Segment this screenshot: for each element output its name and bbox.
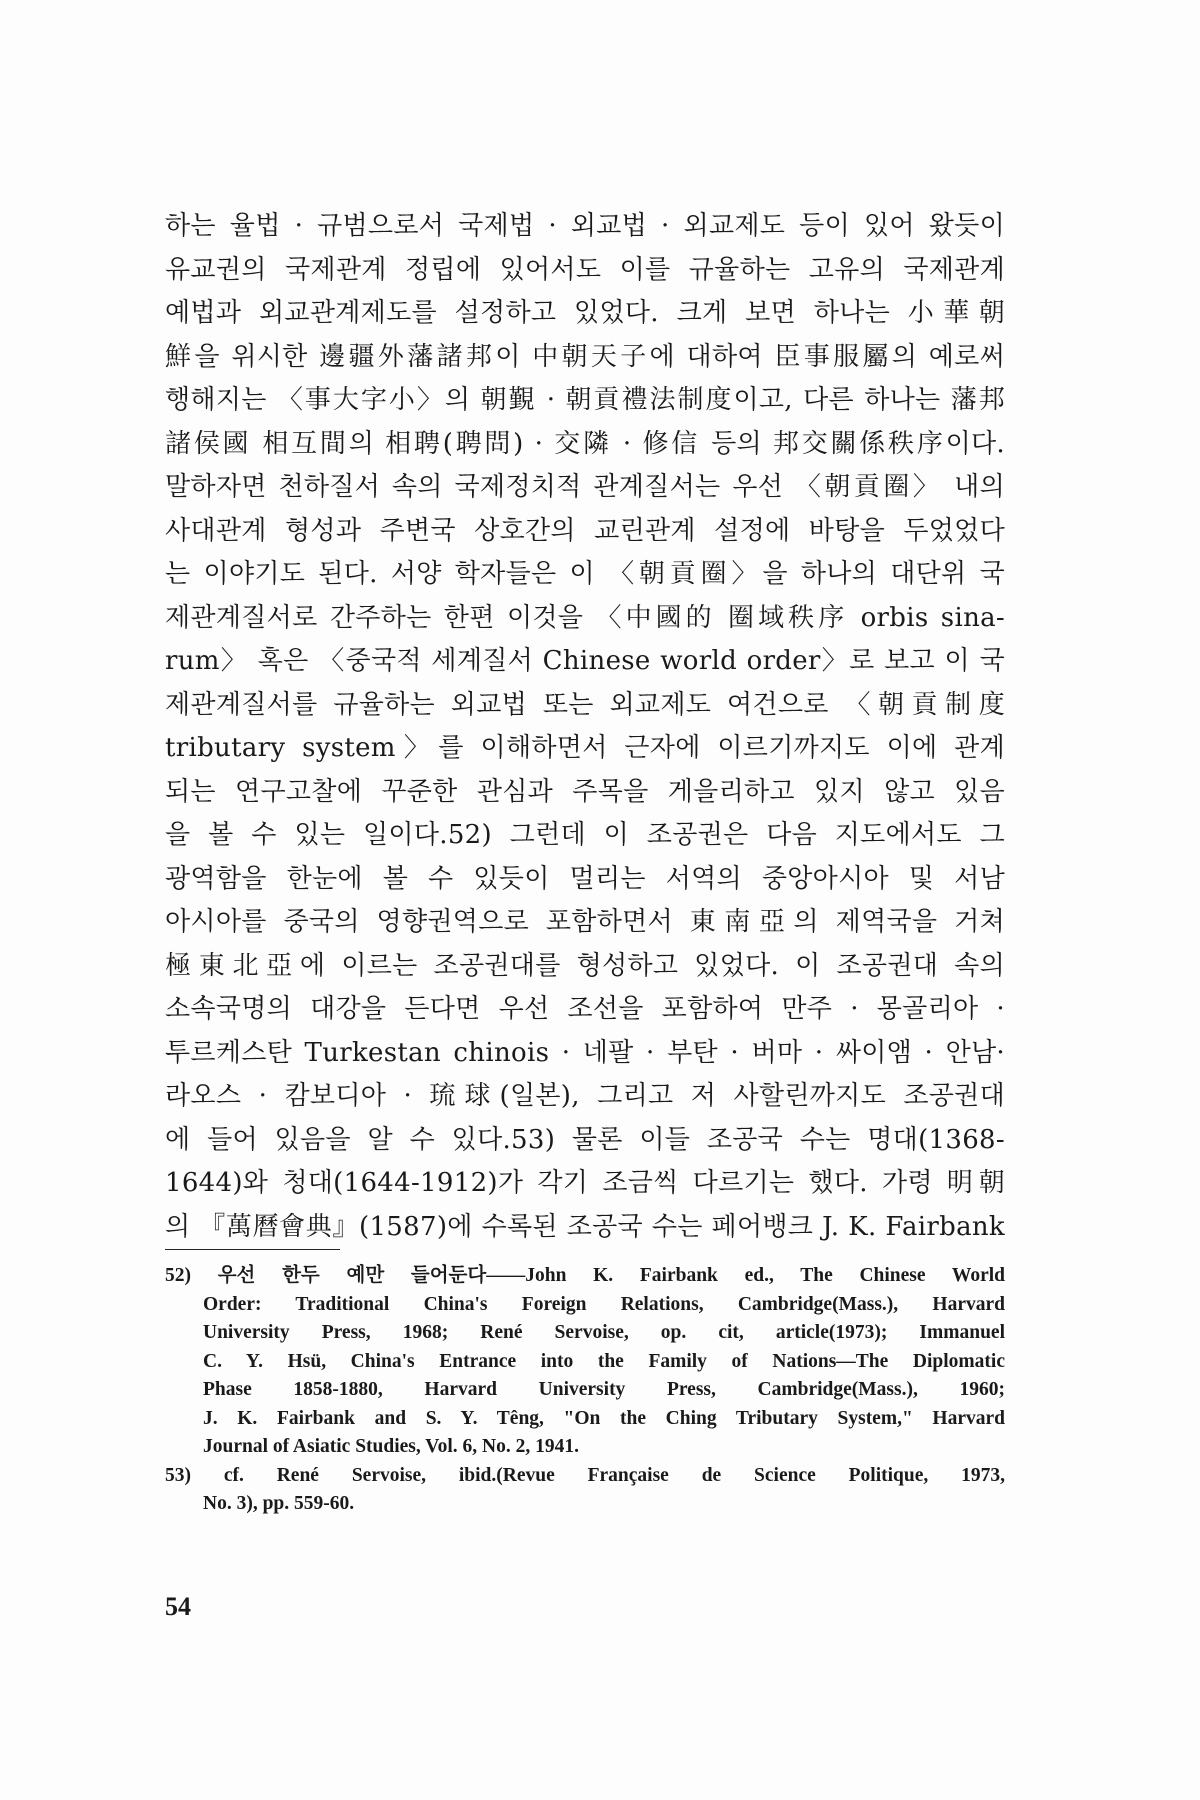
text-line: 소속국명의 대강을 든다면 우선 조선을 포함하여 만주 · 몽골리아 ·: [165, 994, 1005, 1024]
footnote-53-line: 53) cf. René Servoise, ibid.(Revue Française de Science Politique, 1973,: [165, 1464, 1005, 1486]
page-number: 54: [165, 1592, 191, 1621]
text-line: rum〉 혹은 〈중국적 세계질서 Chinese world order〉로 보고 이 국: [165, 646, 1005, 676]
text-line: 을 볼 수 있는 일이다.52) 그런데 이 조공권은 다음 지도에서도 그: [165, 820, 1005, 850]
text-line: 는 이야기도 된다. 서양 학자들은 이 〈朝貢圈〉을 하나의 대단위 국: [165, 559, 1005, 589]
text-line: 에 들어 있음을 알 수 있다.53) 물론 이들 조공국 수는 명대(1368-: [165, 1124, 1005, 1155]
text-line: 하는 율법 · 규범으로서 국제법 · 외교법 · 외교제도 등이 있어 왔듯이: [165, 211, 1005, 241]
text-line: 사대관계 형성과 주변국 상호간의 교린관계 설정에 바탕을 두었었다: [165, 515, 1005, 546]
footnotes: [165, 1262, 1005, 1519]
footnote-52-line: C. Y. Hsü, China's Entrance into the Family of Nations—The Diplomatic: [203, 1350, 1005, 1372]
footnote-52-line: University Press, 1968; René Servoise, op. cit, article(1973); Immanuel: [203, 1322, 1005, 1343]
text-line: 1644)와 청대(1644-1912)가 각기 조금씩 다르기는 했다. 가령 明朝: [165, 1168, 1005, 1198]
text-line: 말하자면 천하질서 속의 국제정치적 관계질서는 우선 〈朝貢圈〉 내의: [165, 472, 1005, 502]
footnote-52-line: 52) 우선 한두 예만 들어둔다——John K. Fairbank ed., The Chinese World: [165, 1265, 1005, 1286]
text-line: tributary system〉를 이해하면서 근자에 이르기까지도 이에 관계: [165, 733, 1005, 763]
footnote-52-line: Journal of Asiatic Studies, Vol. 6, No. 2, 1941.: [203, 1436, 579, 1457]
text-line: 鮮을 위시한 邊疆外藩諸邦이 中朝天子에 대하여 臣事服屬의 예로써: [165, 341, 1005, 372]
footnote-53-line: No. 3), pp. 559-60.: [203, 1493, 355, 1514]
text-line: 광역함을 한눈에 볼 수 있듯이 멀리는 서역의 중앙아시아 및 서남: [165, 863, 1005, 894]
text-line: 되는 연구고찰에 꾸준한 관심과 주목을 게을리하고 있지 않고 있음: [165, 776, 1005, 807]
main-text: [165, 205, 1005, 1249]
text-line: 투르케스탄 Turkestan chinois · 네팔 · 부탄 · 버마 · 싸이앰 · 안남·: [165, 1037, 1005, 1068]
footnote-divider: [165, 1249, 340, 1250]
text-line: 極東北亞에 이르는 조공권대를 형성하고 있었다. 이 조공권대 속의: [165, 950, 1005, 981]
footnote-52-line: Order: Traditional China's Foreign Relations, Cambridge(Mass.), Harvard: [203, 1293, 1005, 1315]
footnote-52-line: Phase 1858-1880, Harvard University Press, Cambridge(Mass.), 1960;: [203, 1379, 1005, 1400]
text-line: 제관계질서를 규율하는 외교법 또는 외교제도 여건으로 〈朝貢制度: [165, 689, 1005, 720]
text-line: 아시아를 중국의 영향권역으로 포함하면서 東南亞의 제역국을 거쳐: [165, 907, 1005, 937]
text-line: 제관계질서로 간주하는 한편 이것을 〈中國的 圈域秩序 orbis sina-: [165, 602, 1005, 633]
text-line: 라오스 · 캄보디아 · 琉球(일본), 그리고 저 사할린까지도 조공권대: [165, 1081, 1005, 1111]
text-line: 諸侯國 相互間의 相聘(聘問) · 交隣 · 修信 등의 邦交關係秩序이다.: [165, 428, 1005, 459]
footnote-52-line: J. K. Fairbank and S. Y. Têng, "On the Ching Tributary System," Harvard: [203, 1407, 1005, 1429]
text-line: 유교권의 국제관계 정립에 있어서도 이를 규율하는 고유의 국제관계: [165, 254, 1005, 285]
text-line: 행해지는 〈事大字小〉의 朝覲 · 朝貢禮法制度이고, 다른 하나는 藩邦: [165, 385, 1005, 415]
text-line: 의 『萬曆會典』(1587)에 수록된 조공국 수는 페어뱅크 J. K. Fairbank: [165, 1211, 1005, 1242]
text-line: 예법과 외교관계제도를 설정하고 있었다. 크게 보면 하나는 小華朝: [165, 298, 1005, 328]
